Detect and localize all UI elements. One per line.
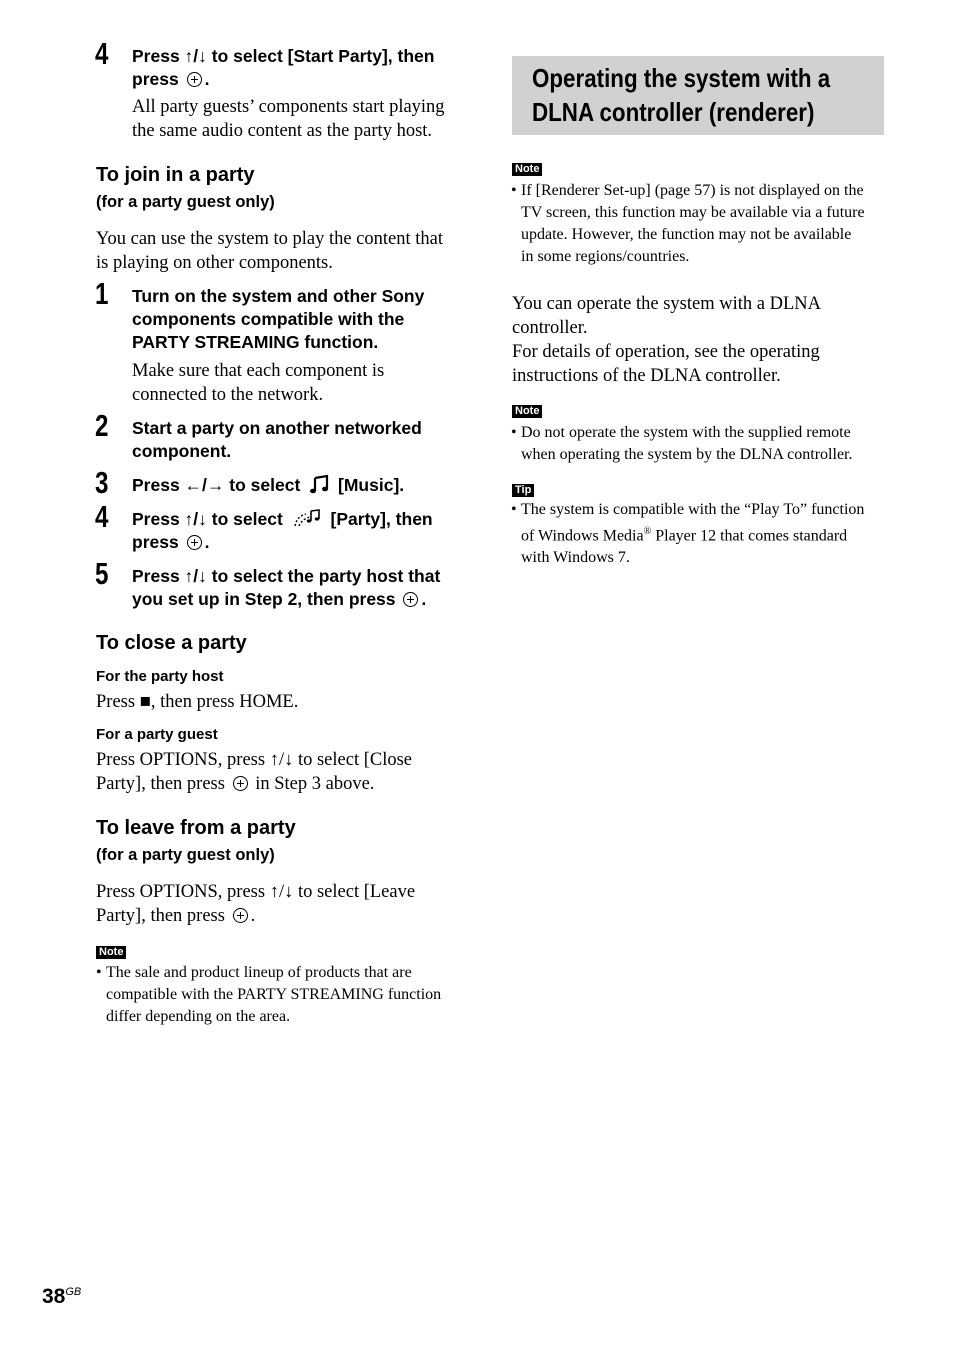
section-subheading-join: (for a party guest only)	[96, 193, 275, 211]
music-icon	[309, 474, 329, 494]
party-host-heading: For the party host	[96, 668, 224, 685]
step-number: 1	[95, 276, 109, 311]
step-number: 4	[95, 499, 109, 534]
step-number: 3	[95, 465, 109, 500]
note-label: Note	[512, 163, 542, 176]
step-number: 5	[95, 556, 109, 591]
enter-icon	[403, 592, 418, 607]
step-text-line: press .	[132, 69, 210, 89]
note-text: • If [Renderer Set-up] (page 57) is not displayed on the TV screen, this function may be available via a future update. However, the function may not be available in some regions/countries.	[511, 182, 865, 265]
party-host-instruction: Press ■, then press HOME.	[96, 692, 299, 712]
tip-label: Tip	[512, 484, 534, 497]
party-guest-instruction: Press OPTIONS, press ↑/↓ to select [Close Party], then press in Step 3 above.	[96, 750, 413, 794]
tip-text: • The system is compatible with the “Play To” function of Windows Media® Player 12 that comes standard with Windows 7.	[511, 501, 865, 567]
bullet: •	[96, 964, 102, 981]
note-text: • Do not operate the system with the supplied remote when operating the system by the DLNA controller.	[511, 424, 853, 463]
step-4-description: All party guests’ components start playing the same audio content as the party host.	[132, 97, 445, 141]
section-heading-join: To join in a party	[96, 164, 255, 186]
enter-icon	[187, 72, 202, 87]
step-1-description: Make sure that each component is connected to the network.	[132, 361, 385, 405]
party-guest-heading: For a party guest	[96, 726, 218, 743]
section-subheading-leave: (for a party guest only)	[96, 846, 275, 864]
section-heading-close: To close a party	[96, 632, 247, 654]
note-label: Note	[96, 946, 126, 959]
page-suffix: GB	[65, 1286, 82, 1298]
bullet: •	[511, 182, 517, 199]
enter-icon	[187, 535, 202, 550]
bullet: •	[511, 501, 517, 518]
section-title: Operating the system with a DLNA controller (renderer)	[532, 63, 831, 127]
stop-symbol: ■	[139, 692, 151, 712]
section-heading-leave: To leave from a party	[96, 817, 296, 839]
section-title-box	[512, 56, 884, 135]
step-number: 2	[95, 408, 109, 443]
page-number: $38^{GB}$	[42, 1285, 82, 1308]
step-number: 4	[95, 36, 109, 71]
enter-icon	[233, 908, 248, 923]
registered-mark: ®	[643, 526, 652, 537]
enter-icon	[233, 776, 248, 791]
party-icon	[292, 508, 322, 528]
note-label: Note	[512, 405, 542, 418]
leave-instruction: Press OPTIONS, press ↑/↓ to select [Leave Party], then press .	[96, 882, 416, 926]
join-description: You can use the system to play the content that is playing on other components.	[96, 229, 443, 273]
note-text: • The sale and product lineup of products that are compatible with the PARTY STREAMING function differ depending on the area.	[96, 964, 442, 1025]
dlna-description: You can operate the system with a DLNA controller. For details of operation, see the operating instructions of the DLNA controller.	[512, 294, 821, 386]
bullet: •	[511, 424, 517, 441]
step-text-line: Press ↑/↓ to select [Start Party], then	[132, 46, 435, 66]
